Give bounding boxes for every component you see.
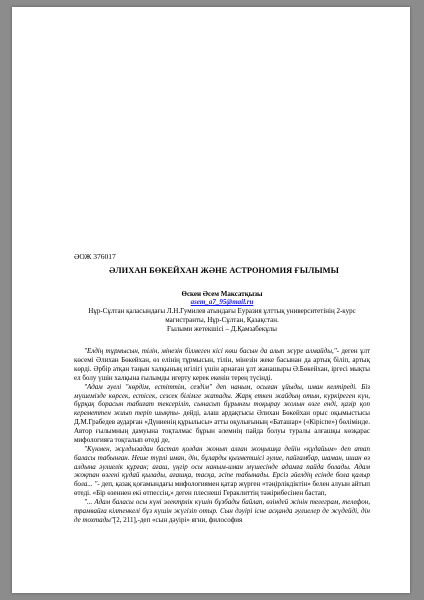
body-paragraph-3 [74,445,370,498]
body-paragraph-1 [74,347,370,383]
paragraph-1-quote: "Елдің тұрмысын, тілін, мінезін білмеген кісі көш басын да алып жүре алмайды," [84,347,337,356]
paragraph-4-quote: "... Адам баласы осы күні электрлік күшін бұзбады байлап, өзіндей жінін телеграм, телефон, трамвайға кілтенкелі бұз күшін жүгізіп отыр. Сын дәуірі існе асқанда әулиелер де жүдейді, дін де тохтады" [74,498,370,524]
author-name: Өскен Әсем Максатқызы [181,290,263,298]
paragraph-4-text: [2, 211],-деп «сын дәуірі» ягни, философия [113,515,243,524]
supervisor: Ғылыми жетекшісі – Д.Қамзабекұлы [167,325,277,334]
author-email [74,298,370,306]
paragraph-2-quote: "Адам әуелі "көрдім, естіттім, сездім" деп наным, осыған ұйыды, иман келтіреді. Біз мүшемізде көрсек, естісек, сезсек білімге жатады. Жарқ еткен жайдың отын, күркіреген күн, бұрқақ борасын табиғат тексеріліп, сынасып бұрынғы тоқырау жолын өзге енді, қазір қоп кереметтен жиып теріп шықты [74,382,370,418]
article-content [74,252,370,525]
paragraph-3-text: - деп, қазақ қоғамындағы мифологиямен қатар жүрген «тәңірлікдіктін» белен алуын айтып өтеді. «Бір өзеннен екі өтпессің,» деген плеснеші Гераклиттің тәжірибесінен бастап, [74,480,370,498]
paragraph-2-text: - дейді, алаш ардақтысы Әлихан Бөкейхан орыс оқымыстысы Д.М.Грабедев аударған «Дүниенің құрылысы» атты оқулығының «Баташар» («Кіріспе») бөлімінде. Автор ғылымның дамуына тоқталмас бұрын әлемнің пайда болуы туралы алғашқы көзқарас мифологияға тоқталып өтеді де, [74,409,371,444]
paragraph-1-text: - деген ұлт көсемі Әлихан Бөкейхан, өз елінің тұрмысын, тілін, мінезін жеке басынан да артық біліп, артық көрді. Әрбір атқан таңын халқының игілігі үшін арнаған ұлт жанашыры Ә.Бөкейхан, іргесі мықты ел болу үшін халқына ғылымды игерту керек екенін терең түсінді. [74,347,371,382]
paragraph-3-quote: "Күнмен, жұлдызадан бастап қолдан жонып алған жоңышқа дейін «құдайым» деп атап баласы табынған. Неше түрлі иман, дін, бұларды қызметшісі әулие, пайғамбар, шаман, ишан өз алдына әулиелік құрған; ағаш, үңгір осы наным-иман мүшесінде адамға пайда болады. Адам жоқтан өзгені құдай қылады, ағашқа, тасқа, әсіпе табынады. Ерсіз әйелдің есінде бола қалыр бола... " [74,444,370,489]
article-title: ӘЛИХАН БӨКЕЙХАН ЖӘНЕ АСТРОНОМИЯ ҒЫЛЫМЫ [109,266,339,275]
body-paragraph-4 [74,498,370,525]
document-page [12,7,410,593]
affiliation-line-1: Нұр-Сұлтан қаласындағы Л.Н.Гумилев атындағы Еуразия ұлттық университетінің 2-курс [88,307,356,315]
affiliation-line-2: магистранты, Нұр-Сұлтан, Қазақстан. [165,316,279,325]
author-email-link[interactable]: asem_a7_95@mail.ru [190,298,254,306]
udk-code: ӘОЖ 376017 [74,252,116,261]
body-paragraph-2 [74,383,370,445]
